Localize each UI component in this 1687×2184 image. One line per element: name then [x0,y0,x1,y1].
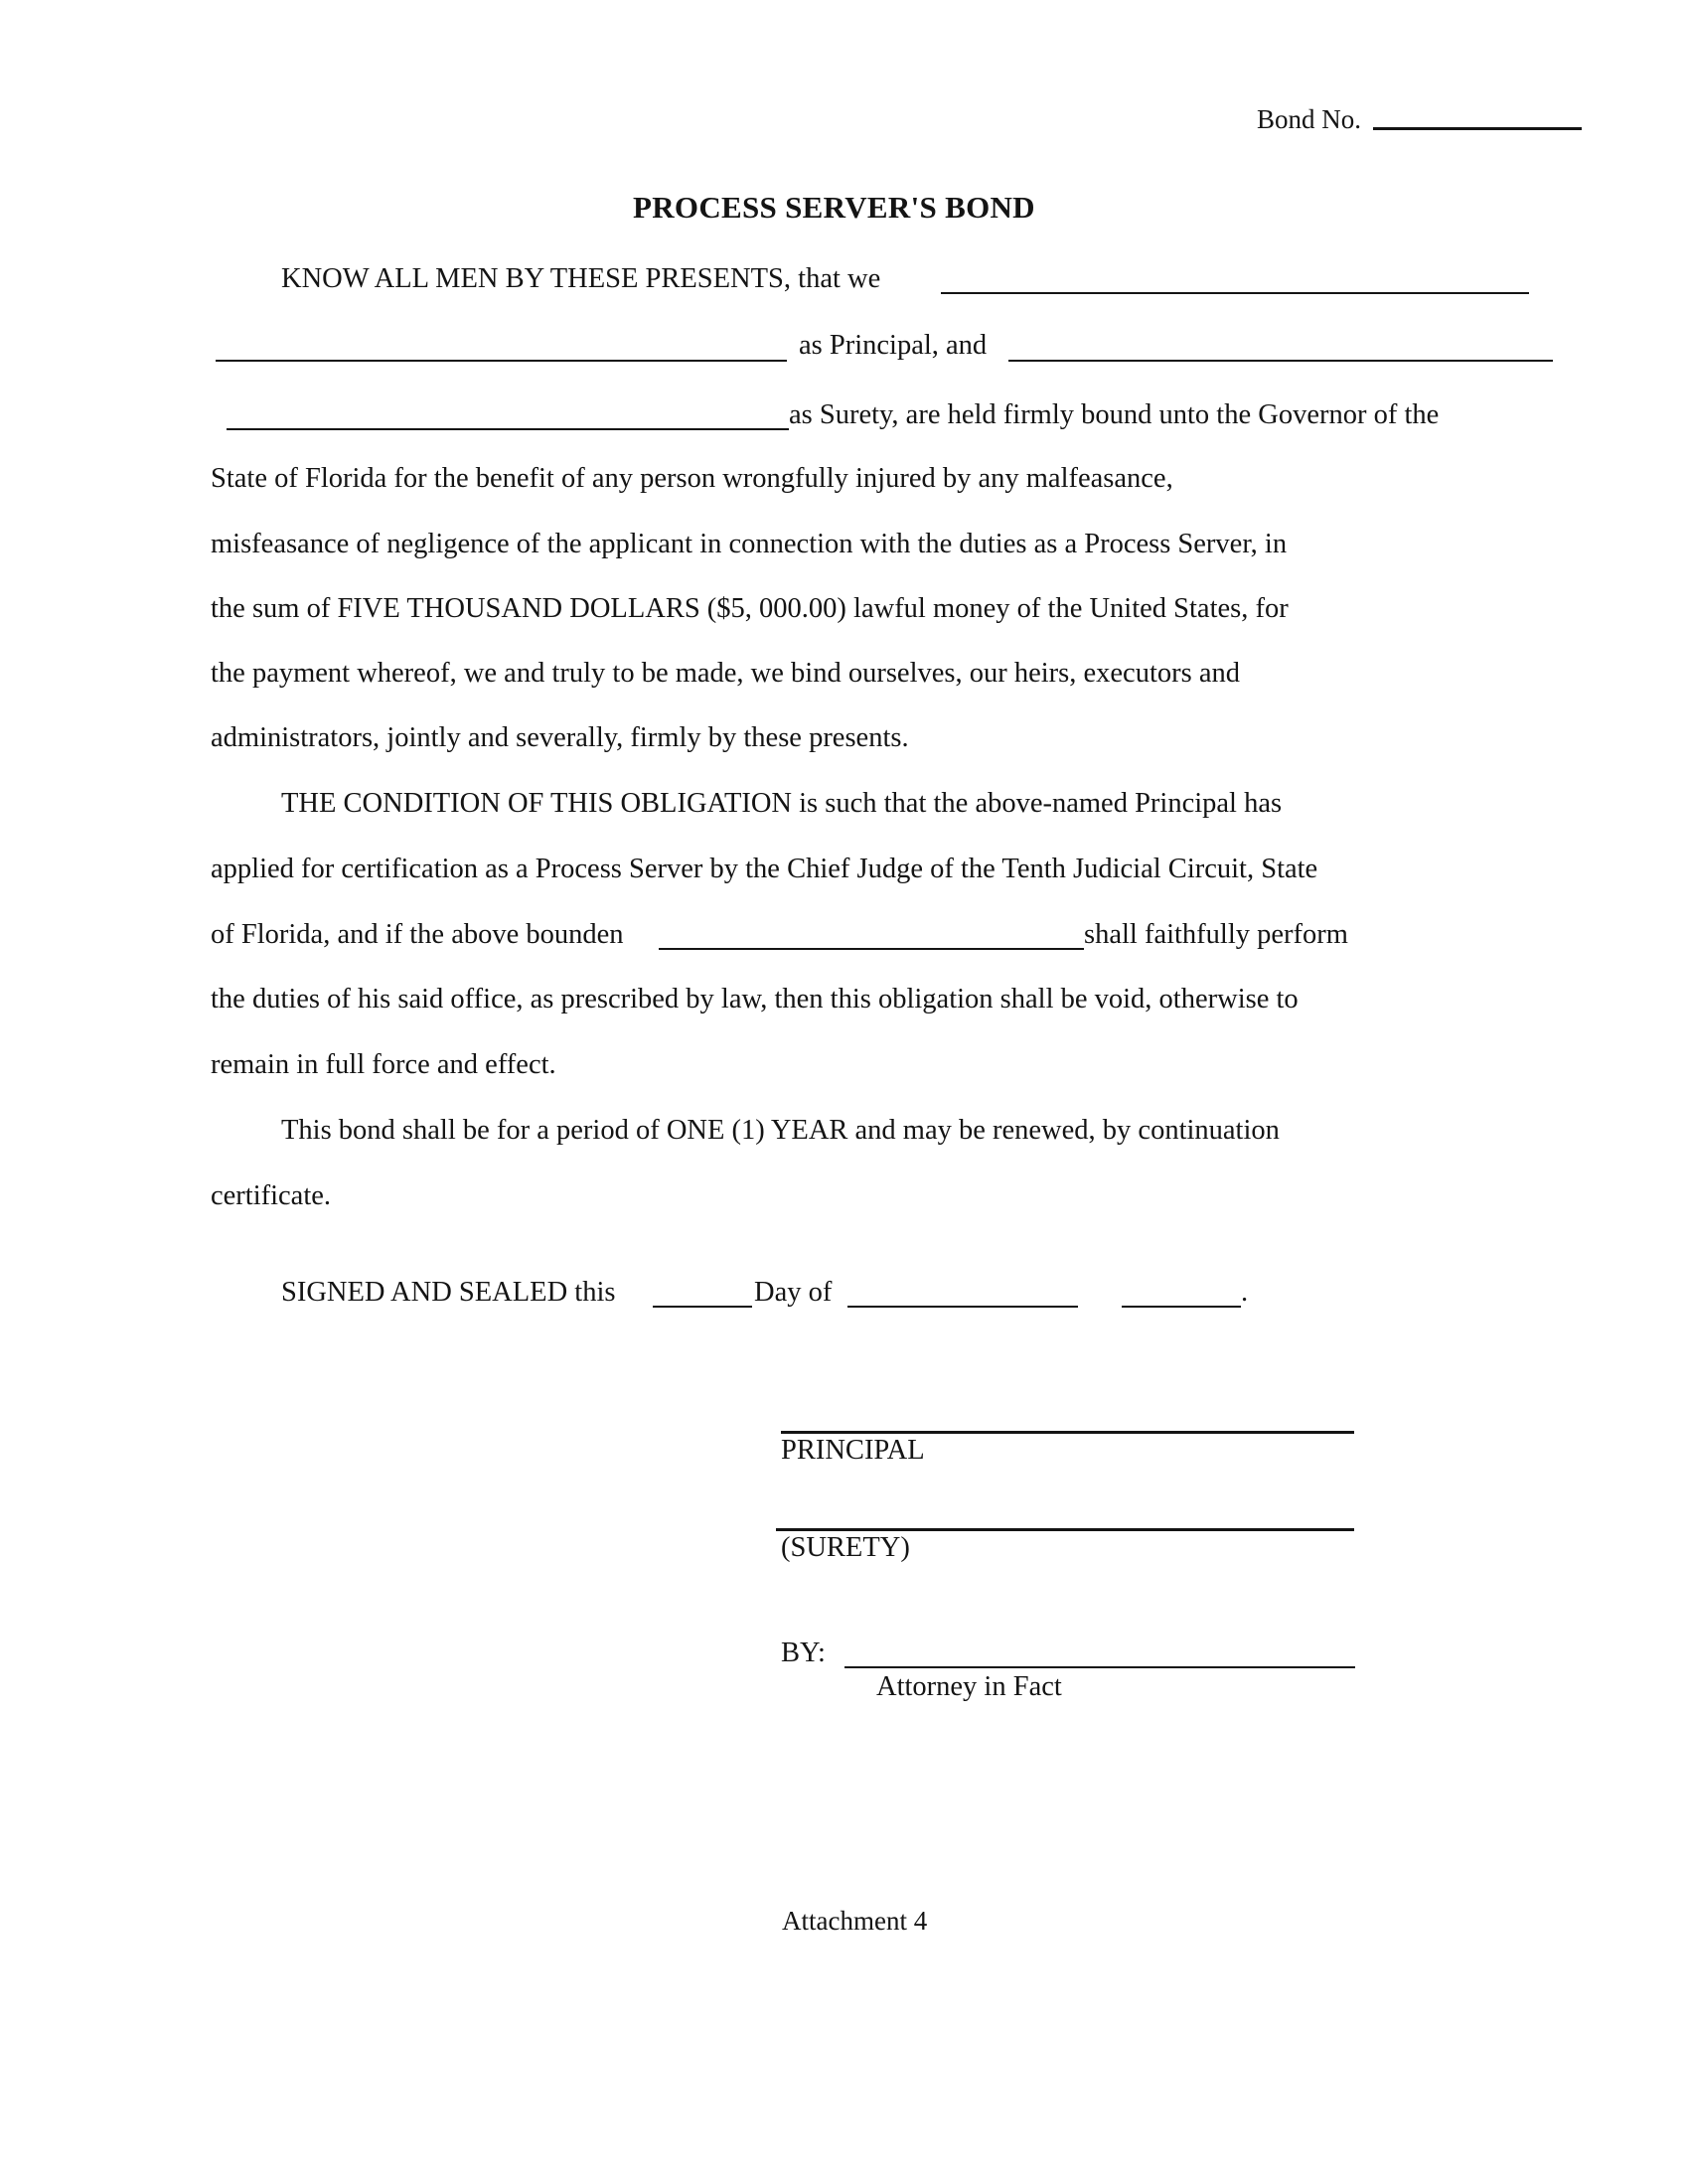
body-line-7: the payment whereof, we and truly to be made, we bind ourselves, our heirs, executors and [211,658,1240,689]
surety-label: (SURETY) [781,1532,910,1563]
condition-line-3b: shall faithfully perform [1084,919,1348,950]
parties-field[interactable] [941,292,1529,294]
condition-line-3a: of Florida, and if the above bounden [211,919,624,950]
period-line-2: certificate. [211,1180,332,1211]
month-field[interactable] [847,1306,1078,1308]
bond-no-label: Bond No. [1257,104,1362,134]
condition-line-4: the duties of his said office, as prescribed by law, then this obligation shall be void, otherwise to [211,984,1299,1014]
attorney-signature-line[interactable] [844,1666,1355,1668]
principal-label: PRINCIPAL [781,1435,925,1466]
year-field[interactable] [1122,1306,1241,1308]
bounden-name-field[interactable] [659,948,1084,950]
end-period: . [1241,1277,1249,1308]
day-of-text: Day of [754,1277,833,1308]
page-title: PROCESS SERVER'S BOND [633,190,1035,225]
surety-name-field-b[interactable] [227,428,789,430]
surety-name-field-a[interactable] [1008,360,1553,362]
period-line-1: This bond shall be for a period of ONE (1) YEAR and may be renewed, by continuation [281,1115,1280,1146]
bond-no-field[interactable] [1373,127,1582,130]
day-field[interactable] [653,1306,752,1308]
condition-line-2: applied for certification as a Process Server by the Chief Judge of the Tenth Judicial Circuit, State [211,854,1318,884]
condition-line-5: remain in full force and effect. [211,1049,556,1080]
by-label: BY: [781,1638,826,1668]
condition-line-1: THE CONDITION OF THIS OBLIGATION is such that the above-named Principal has [281,788,1283,819]
body-line-6: the sum of FIVE THOUSAND DOLLARS ($5, 000.00) lawful money of the United States, for [211,593,1289,624]
body-line-5: misfeasance of negligence of the applicant in connection with the duties as a Process Server, in [211,529,1288,559]
body-line-8: administrators, jointly and severally, firmly by these presents. [211,722,909,753]
signed-sealed-text: SIGNED AND SEALED this [281,1277,616,1308]
intro-text: KNOW ALL MEN BY THESE PRESENTS, that we [281,263,881,294]
as-surety-text: as Surety, are held firmly bound unto the Governor of the [789,399,1440,430]
principal-name-field[interactable] [216,360,787,362]
as-principal-text: as Principal, and [799,330,988,361]
attorney-in-fact-label: Attorney in Fact [876,1671,1062,1702]
attachment-label: Attachment 4 [782,1906,928,1936]
body-line-4: State of Florida for the benefit of any person wrongfully injured by any malfeasance, [211,463,1173,494]
